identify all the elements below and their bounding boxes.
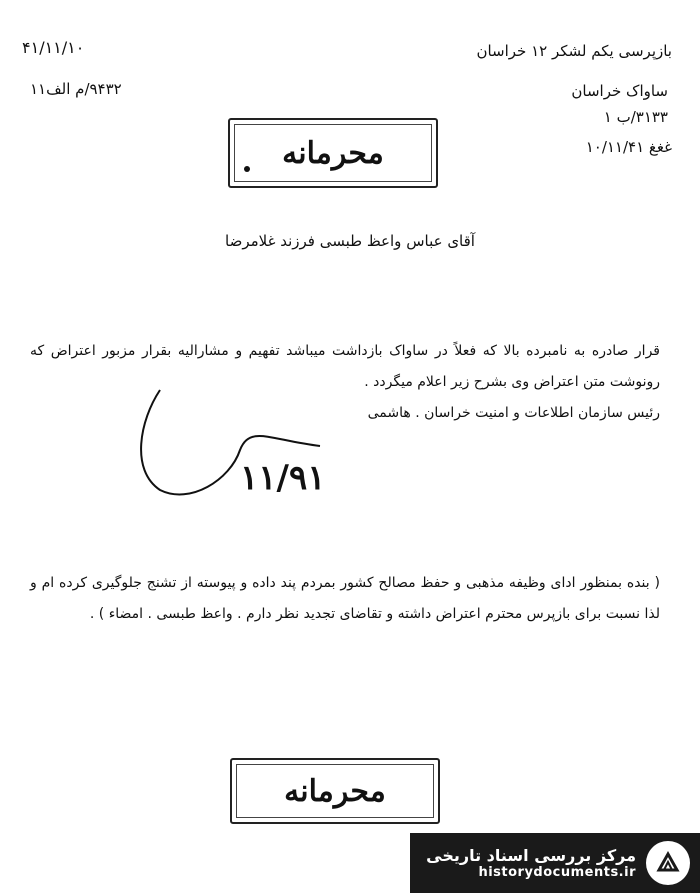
recipient-organization: ساواک خراسان <box>571 82 668 100</box>
letter-date-left: ۴۱/۱۱/۱۰ <box>22 38 85 57</box>
letter-date: غغغ ۱۰/۱۱/۴۱ <box>585 138 672 156</box>
stamp-label: محرمانه <box>282 135 384 171</box>
body-paragraph-2: ( بنده بمنظور ادای وظیفه مذهبی و حفظ مصالح کشور بمردم پند داده و پیوسته از تشنج جلوگیری کرده ام و لذا نسبت برای بازپرس محترم اعتراض داشته و تقاضای تجدید نظر دارم . واعظ طبسی . امضاء ) . <box>30 575 660 622</box>
signature-line: رئیس سازمان اطلاعات و امنیت خراسان . هاشمی <box>367 405 660 421</box>
letter-reference-left: ۹۴۳۲/م الف۱۱ <box>30 80 122 98</box>
confidential-stamp-bottom <box>230 758 440 824</box>
paragraph-1-text: قرار صادره به نامبرده بالا که فعلاً در ساواک بازداشت میباشد تفهیم و مشارالیه بقرار مزبور اعتراض که رونوشت متن اعتراض وی بشرح زیر اعلام میگردد . <box>30 343 660 390</box>
confidential-stamp-top <box>228 118 438 188</box>
handwritten-number: ۱۱/۹۱ <box>240 458 326 498</box>
addressee: آقای عباس واعظ طبسی فرزند غلامرضا <box>225 232 475 250</box>
archive-watermark <box>410 833 700 893</box>
stamp-label: محرمانه <box>284 773 386 809</box>
sender-organization: بازپرسی یکم لشکر ۱۲ خراسان <box>476 42 672 60</box>
archive-name: مرکز بررسی اسناد تاریخی <box>426 846 636 865</box>
archive-logo-icon <box>646 841 690 885</box>
archive-url: historydocuments.ir <box>478 865 636 880</box>
stamp-dot-icon <box>244 166 250 172</box>
letter-reference: ۳۱۳۳/ب ۱ <box>603 108 668 126</box>
